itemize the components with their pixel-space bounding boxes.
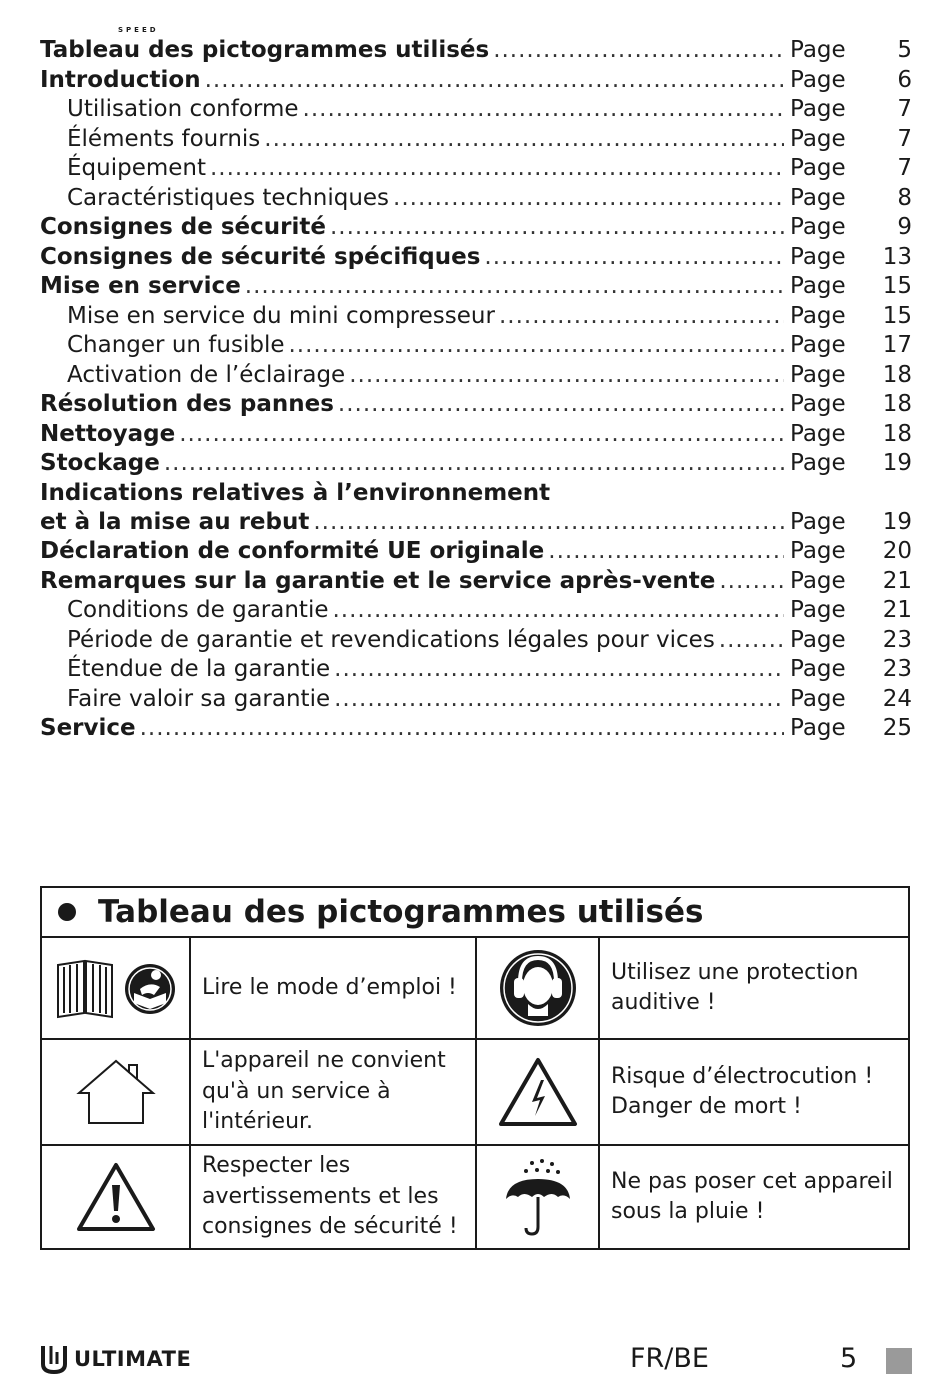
toc-leader-dots <box>334 685 784 715</box>
description-line: sous la pluie ! <box>611 1199 765 1224</box>
toc-page-number: 8 <box>897 184 912 211</box>
description-line: qu'à un service à <box>202 1078 391 1104</box>
toc-entry <box>40 655 912 685</box>
toc-entry-title: Activation de l’éclairage <box>67 361 346 388</box>
pictogram-description <box>600 1146 908 1248</box>
toc-page-label: Page <box>790 508 846 535</box>
toc-entry-title: Période de garantie et revendications légales pour vices <box>67 626 715 653</box>
general-warning-icon <box>42 1146 191 1248</box>
description-line: avertissements et les <box>202 1183 439 1209</box>
toc-entry-title: Indications relatives à l’environnement <box>40 479 551 506</box>
toc-entry-title: et à la mise au rebut <box>40 508 310 535</box>
toc-page-label: Page <box>790 214 846 240</box>
toc-leader-dots <box>264 125 784 155</box>
toc-page-label: Page <box>790 626 846 653</box>
toc-leader-dots <box>210 154 784 184</box>
toc-page-label: Page <box>790 450 846 476</box>
pictogram-description <box>191 1040 477 1144</box>
description-line: auditive ! <box>611 990 716 1015</box>
toc-page-label: Page <box>790 37 846 63</box>
toc-entry-title: Nettoyage <box>40 420 176 447</box>
toc-leader-dots <box>349 361 784 391</box>
toc-entry-title: Tableau des pictogrammes utilisés <box>40 37 490 63</box>
toc-entry-title: Conditions de garantie <box>67 597 329 623</box>
toc-entry-title: Mise en service <box>40 273 241 299</box>
toc-page-number: 18 <box>882 391 912 417</box>
toc-leader-dots <box>338 390 784 420</box>
toc-entry-title: Changer un fusible <box>67 332 285 358</box>
toc-leader-dots <box>288 331 784 361</box>
toc-leader-dots <box>179 420 784 450</box>
toc-page-label: Page <box>790 685 846 712</box>
toc-leader-dots <box>393 184 784 214</box>
toc-entry <box>40 420 912 450</box>
toc-entry <box>40 272 912 302</box>
description-line: Ne pas poser cet appareil <box>611 1168 893 1194</box>
toc-entry-title: Consignes de sécurité spécifiques <box>40 243 481 270</box>
toc-page-number: 18 <box>882 361 912 388</box>
toc-entry <box>40 537 912 567</box>
toc-page-label: Page <box>790 656 846 682</box>
toc-entry-line <box>40 479 912 508</box>
toc-entry <box>40 685 912 715</box>
toc-page-label: Page <box>790 332 846 358</box>
toc-page-number: 24 <box>882 685 912 712</box>
toc-page-label: Page <box>790 66 846 93</box>
bullet-icon <box>58 903 76 921</box>
toc-entry-title: Stockage <box>40 450 160 476</box>
pictogram-description <box>600 1040 908 1144</box>
pictogram-table <box>40 886 910 1250</box>
toc-entry-title: Remarques sur la garantie et le service après-vente <box>40 567 716 594</box>
toc-leader-dots <box>493 36 784 66</box>
toc-page-label: Page <box>790 273 846 299</box>
toc-entry-title: Résolution des pannes <box>40 391 334 417</box>
toc-page-number: 13 <box>882 243 912 270</box>
toc-page-label: Page <box>790 96 846 122</box>
toc-entry-title: Déclaration de conformité UE originale <box>40 538 545 564</box>
pictogram-description <box>191 938 477 1038</box>
toc-page-label: Page <box>790 302 846 329</box>
toc-page-label: Page <box>790 184 846 211</box>
page-marker-square <box>886 1348 912 1374</box>
description-line: Respecter les <box>202 1153 351 1179</box>
toc-entry <box>40 449 912 479</box>
toc-entry-title: Mise en service du mini compresseur <box>67 302 495 329</box>
toc-leader-dots <box>205 66 784 96</box>
pictogram-table-header <box>42 888 908 938</box>
toc-entry <box>40 66 912 96</box>
brand-subtitle: SPEED <box>118 26 159 34</box>
pictogram-table-title: Tableau des pictogrammes utilisés <box>98 894 704 930</box>
toc-entry-title: Éléments fournis <box>67 125 261 152</box>
toc-entry-title: Caractéristiques techniques <box>67 184 390 211</box>
toc-page-number: 21 <box>882 567 912 594</box>
toc-page-number: 25 <box>882 715 912 741</box>
description-line: Lire le mode d’emploi ! <box>202 974 457 1000</box>
toc-page-label: Page <box>790 391 846 417</box>
toc-page-label: Page <box>790 715 846 741</box>
toc-leader-dots <box>333 596 785 626</box>
toc-page-number: 15 <box>882 302 912 329</box>
toc-leader-dots <box>140 714 784 744</box>
table-of-contents <box>40 36 912 744</box>
description-line: L'appareil ne convient <box>202 1048 446 1074</box>
toc-page-number: 21 <box>882 597 912 623</box>
toc-leader-dots <box>548 537 784 567</box>
page-number: 5 <box>840 1343 858 1374</box>
toc-page-number: 19 <box>882 450 912 476</box>
toc-entry-title: Service <box>40 715 136 741</box>
region-code: FR/BE <box>630 1343 709 1374</box>
toc-entry <box>40 390 912 420</box>
toc-page-label: Page <box>790 361 846 388</box>
toc-entry <box>40 596 912 626</box>
toc-leader-dots <box>499 302 784 332</box>
toc-leader-dots <box>719 567 784 597</box>
pictogram-description <box>191 1146 477 1248</box>
pictogram-row <box>42 938 908 1040</box>
toc-page-label: Page <box>790 420 846 447</box>
description-line: consignes de sécurité ! <box>202 1214 458 1240</box>
toc-page-number: 9 <box>897 214 912 240</box>
toc-leader-dots <box>719 626 784 656</box>
toc-page-number: 23 <box>882 656 912 682</box>
pictogram-row <box>42 1146 908 1248</box>
ultimate-speed-logo-icon <box>40 1344 68 1374</box>
toc-page-number: 19 <box>882 508 912 535</box>
toc-page-label: Page <box>790 597 846 623</box>
toc-entry <box>40 154 912 184</box>
brand-name: ULTIMATE <box>74 1347 192 1371</box>
description-line: l'intérieur. <box>202 1109 314 1135</box>
toc-entry <box>40 714 912 744</box>
hearing-protection-icon <box>477 938 600 1038</box>
toc-entry-title: Faire valoir sa garantie <box>67 685 331 712</box>
toc-page-label: Page <box>790 538 846 564</box>
toc-entry <box>40 508 912 538</box>
toc-page-number: 5 <box>897 37 912 63</box>
toc-page-number: 20 <box>882 538 912 564</box>
toc-entry <box>40 243 912 273</box>
toc-entry <box>40 184 912 214</box>
read-manual-icon <box>42 938 191 1038</box>
pictogram-row <box>42 1040 908 1146</box>
brand-logo <box>40 1344 191 1374</box>
toc-page-number: 17 <box>882 332 912 358</box>
toc-page-number: 15 <box>882 273 912 299</box>
toc-leader-dots <box>164 449 784 479</box>
toc-entry <box>40 331 912 361</box>
toc-entry <box>40 125 912 155</box>
description-line: Risque d’électrocution ! <box>611 1063 874 1089</box>
description-line: Danger de mort ! <box>611 1094 802 1119</box>
toc-page-number: 7 <box>897 125 912 152</box>
toc-leader-dots <box>313 508 784 538</box>
toc-leader-dots <box>245 272 784 302</box>
toc-page-number: 23 <box>882 626 912 653</box>
toc-entry-title: Consignes de sécurité <box>40 214 326 240</box>
toc-page-number: 7 <box>897 155 912 181</box>
toc-leader-dots <box>334 655 784 685</box>
toc-entry <box>40 213 912 243</box>
toc-entry <box>40 567 912 597</box>
indoor-use-house-icon <box>42 1040 191 1144</box>
toc-entry <box>40 95 912 125</box>
toc-page-label: Page <box>790 155 846 181</box>
toc-page-number: 18 <box>882 420 912 447</box>
toc-entry <box>40 361 912 391</box>
electric-shock-warning-icon <box>477 1040 600 1144</box>
toc-page-label: Page <box>790 567 846 594</box>
toc-leader-dots <box>330 213 784 243</box>
toc-entry-title: Introduction <box>40 66 201 93</box>
toc-page-number: 7 <box>897 96 912 122</box>
toc-page-label: Page <box>790 125 846 152</box>
toc-entry-title: Utilisation conforme <box>67 96 299 122</box>
toc-entry <box>40 626 912 656</box>
toc-entry-title: Étendue de la garantie <box>67 656 331 682</box>
pictogram-description <box>600 938 908 1038</box>
toc-entry-title: Équipement <box>67 155 206 181</box>
umbrella-rain-icon <box>477 1146 600 1248</box>
toc-leader-dots <box>303 95 784 125</box>
toc-entry <box>40 302 912 332</box>
toc-entry <box>40 36 912 66</box>
toc-page-label: Page <box>790 243 846 270</box>
toc-page-number: 6 <box>897 66 912 93</box>
toc-leader-dots <box>484 243 784 273</box>
description-line: Utilisez une protection <box>611 959 859 985</box>
